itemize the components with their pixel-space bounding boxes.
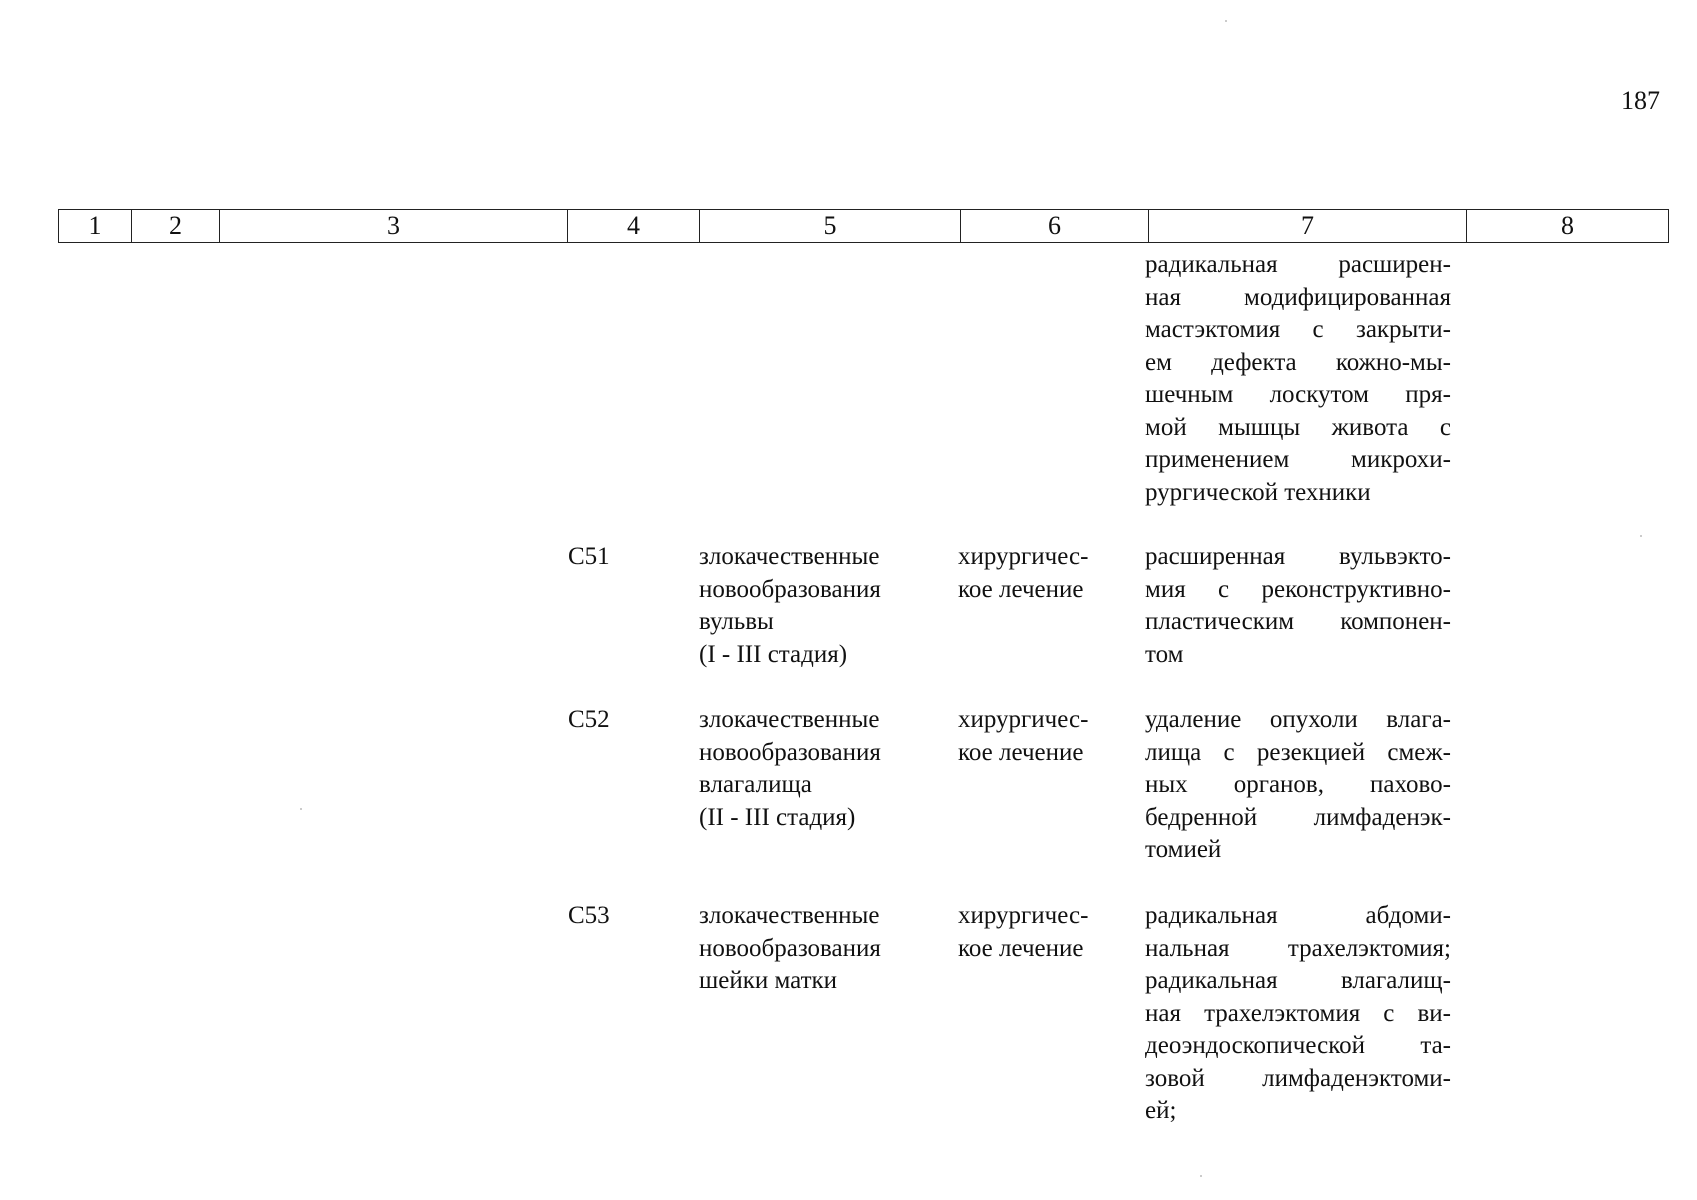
text-line: (I - III стадия)	[699, 640, 848, 668]
text-line: рургической техники	[1145, 478, 1371, 506]
header-col-5: 5	[700, 210, 961, 243]
row-c52-method	[1145, 704, 1451, 867]
scan-speck	[1640, 535, 1642, 537]
text-line: кое лечение	[958, 934, 1084, 962]
row-c52-treatment	[958, 704, 1133, 769]
text-line: томией	[1145, 836, 1222, 863]
text-line: хирургичес-	[958, 902, 1089, 929]
text-line: ей;	[1145, 1097, 1177, 1124]
header-col-7: 7	[1149, 210, 1467, 243]
header-col-6: 6	[961, 210, 1149, 243]
row-c53-method	[1145, 900, 1451, 1128]
text-line: новообразования	[699, 575, 881, 603]
text-line: шейки матки	[699, 967, 838, 994]
header-col-1: 1	[59, 210, 132, 243]
row-c51-code: C51	[568, 543, 610, 570]
text-line: кое лечение	[958, 738, 1084, 766]
text-line: нальная трахелэктомия;	[1145, 934, 1451, 962]
text-line: влагалища	[699, 771, 812, 798]
text-line: зовой лимфаденэктоми-	[1145, 1064, 1451, 1092]
text-line: мастэктомия с закрыти-	[1145, 316, 1451, 343]
text-line: мия с реконструктивно-	[1145, 575, 1451, 603]
row-c52-diagnosis	[699, 704, 939, 834]
text-line: применением микрохи-	[1145, 446, 1451, 473]
row-c51-diagnosis	[699, 541, 939, 671]
text-line: злокачественные	[699, 543, 880, 570]
text-line: бедренной лимфаденэк-	[1145, 803, 1451, 831]
scan-speck	[1200, 1175, 1202, 1177]
text-line: кое лечение	[958, 575, 1084, 603]
text-line: ная модифицированная	[1145, 283, 1451, 311]
row-c53-code: C53	[568, 902, 610, 929]
header-col-2: 2	[132, 210, 220, 243]
text-line: радикальная влагалищ-	[1145, 967, 1451, 994]
header-col-3: 3	[220, 210, 568, 243]
text-line: злокачественные	[699, 706, 880, 733]
text-line: хирургичес-	[958, 706, 1089, 733]
text-line: вульвы	[699, 608, 774, 635]
row-c52-code: C52	[568, 706, 610, 733]
row-c53-diagnosis	[699, 900, 939, 998]
text-line: хирургичес-	[958, 543, 1089, 570]
text-line: удаление опухоли влага-	[1145, 706, 1451, 733]
text-line: (II - III стадия)	[699, 803, 856, 831]
text-line: ная трахелэктомия с ви-	[1145, 999, 1451, 1027]
text-line: лища с резекцией смеж-	[1145, 738, 1451, 766]
text-line: мой мышцы живота с	[1145, 413, 1451, 441]
text-line: пластическим компонен-	[1145, 608, 1451, 635]
text-line: том	[1145, 640, 1184, 668]
text-line: новообразования	[699, 934, 881, 962]
text-line: радикальная абдоми-	[1145, 902, 1451, 929]
column-number-header	[58, 209, 1669, 243]
text-line: расширенная вульвэкто-	[1145, 543, 1451, 570]
text-line: деоэндоскопической та-	[1145, 1032, 1451, 1059]
scan-speck	[1225, 20, 1227, 22]
text-line: шечным лоскутом пря-	[1145, 381, 1451, 408]
scan-speck	[300, 808, 302, 810]
continuation-method-text	[1145, 249, 1451, 509]
header-col-4: 4	[568, 210, 700, 243]
page-number: 187	[1621, 86, 1660, 115]
row-c53-treatment	[958, 900, 1133, 965]
text-line: ных органов, пахово-	[1145, 771, 1451, 798]
text-line: новообразования	[699, 738, 881, 766]
text-line: злокачественные	[699, 902, 880, 929]
row-c51-treatment	[958, 541, 1133, 606]
text-line: радикальная расширен-	[1145, 251, 1451, 278]
text-line: ем дефекта кожно-мы-	[1145, 348, 1451, 376]
row-c51-method	[1145, 541, 1451, 671]
header-col-8: 8	[1467, 210, 1669, 243]
